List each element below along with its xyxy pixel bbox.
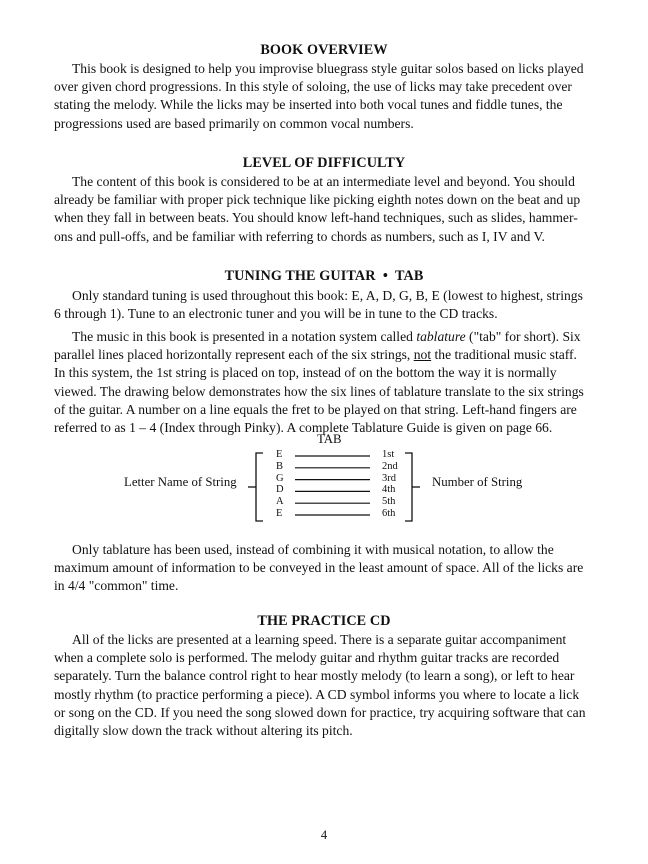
text-line — [54, 346, 602, 364]
heading-practice-cd: THE PRACTICE CD — [257, 613, 391, 629]
text-line: mostly rhythm (to practice performing a piece). A CD symbol informs you where to locate a lick — [54, 686, 580, 702]
string-letter: B — [276, 460, 284, 472]
string-number: 3rd — [382, 472, 396, 484]
text-segment: the traditional music staff. — [431, 347, 577, 363]
text-line: viewed. The drawing below demonstrates how the six lines of tablature translate to the six strings — [54, 383, 584, 399]
text-line: separately. Turn the balance control right to hear mostly melody (to learn a song), or left to hear — [54, 668, 575, 684]
text-line: maximum amount of information to be conveyed in the least amount of space. All of the licks are — [54, 560, 584, 576]
text-line: Only standard tuning is used throughout this book: E, A, D, G, B, E (lowest to highest, strings — [72, 288, 583, 303]
text-line: digitally slow down the track without altering its pitch. — [54, 723, 353, 739]
text-line: 6 through 1). Tune to an electronic tuner and you will be in tune to the CD tracks. — [54, 306, 498, 322]
text-line: when they fall in between beats. You should know left-hand techniques, such as slides, hammer- — [54, 210, 578, 226]
text-line: ons and pull-offs, and be familiar with referring to chords as numbers, such as I, IV and V. — [54, 228, 545, 244]
text-line: when a complete solo is performed. The melody guitar and rhythm guitar tracks are recorded — [54, 650, 560, 666]
text-segment: ("tab" for short). Six — [465, 329, 581, 344]
string-letter: E — [276, 508, 283, 519]
tab-diagram-title: TAB — [317, 432, 342, 446]
underlined-word: not — [413, 347, 432, 363]
paragraph-book-overview — [54, 60, 602, 133]
text-line: referred to as 1 – 4 (Index through Pinky). A complete Tablature Guide is given on page 66. — [54, 420, 553, 436]
right-label: Number of String — [432, 475, 523, 489]
heading-level-of-difficulty: LEVEL OF DIFFICULTY — [242, 155, 406, 171]
string-number: 6th — [382, 508, 396, 519]
text-line: This book is designed to help you improvise bluegrass style guitar solos based on licks played — [72, 61, 584, 76]
paragraph-practice-cd — [54, 631, 602, 740]
heading-book-overview: BOOK OVERVIEW — [260, 42, 388, 58]
left-bracket — [256, 453, 263, 521]
text-line: stating the melody. While the licks may be inserted into both vocal tunes and fiddle tunes, the — [54, 97, 563, 113]
string-number: 4th — [382, 484, 396, 496]
string-letter: D — [276, 484, 284, 496]
paragraph-tablature — [54, 328, 602, 437]
paragraph-level-of-difficulty — [54, 173, 602, 246]
string-letter: E — [276, 449, 283, 460]
left-label: Letter Name of String — [124, 475, 237, 489]
text-segment: parallel lines placed horizontally represent each of the six strings, — [54, 347, 414, 363]
page-number: 4 — [320, 828, 328, 842]
paragraph-standard-tuning — [54, 287, 602, 323]
italic-term: tablature — [416, 329, 466, 344]
text-line: already be familiar with proper pick technique like picking eighth notes down on the beat and up — [54, 192, 581, 208]
text-segment: The music in this book is presented in a notation system called — [72, 329, 417, 344]
text-line: Only tablature has been used, instead of combining it with musical notation, to allow the — [72, 542, 554, 557]
text-line — [54, 328, 602, 346]
heading-tuning-the-guitar: TUNING THE GUITAR • TAB — [224, 268, 424, 284]
text-line: All of the licks are presented at a learning speed. There is a separate guitar accompaniment — [72, 632, 567, 647]
string-number: 5th — [382, 496, 396, 508]
text-line: In this system, the 1st string is placed on top, instead of on the bottom the way it is normally — [54, 365, 557, 381]
right-bracket — [405, 453, 412, 521]
text-line: progressions used are based primarily on common vocal numbers. — [54, 115, 414, 131]
string-number: 2nd — [382, 460, 398, 472]
string-number: 1st — [382, 449, 395, 460]
text-line: in 4/4 "common" time. — [54, 578, 179, 594]
string-letter: A — [276, 496, 284, 508]
text-line: The content of this book is considered to be at an intermediate level and beyond. You should — [72, 174, 575, 189]
string-letter: G — [276, 472, 284, 484]
text-line: of the guitar. A number on a line equals the fret to be played on that string. Left-hand fingers are — [54, 401, 577, 417]
text-line: or song on the CD. If you need the song slowed down for practice, try acquiring software that can — [54, 704, 586, 720]
text-line: over given chord progressions. In this style of soloing, the use of licks may take precedent over — [54, 79, 572, 95]
paragraph-tablature-only — [54, 541, 602, 596]
